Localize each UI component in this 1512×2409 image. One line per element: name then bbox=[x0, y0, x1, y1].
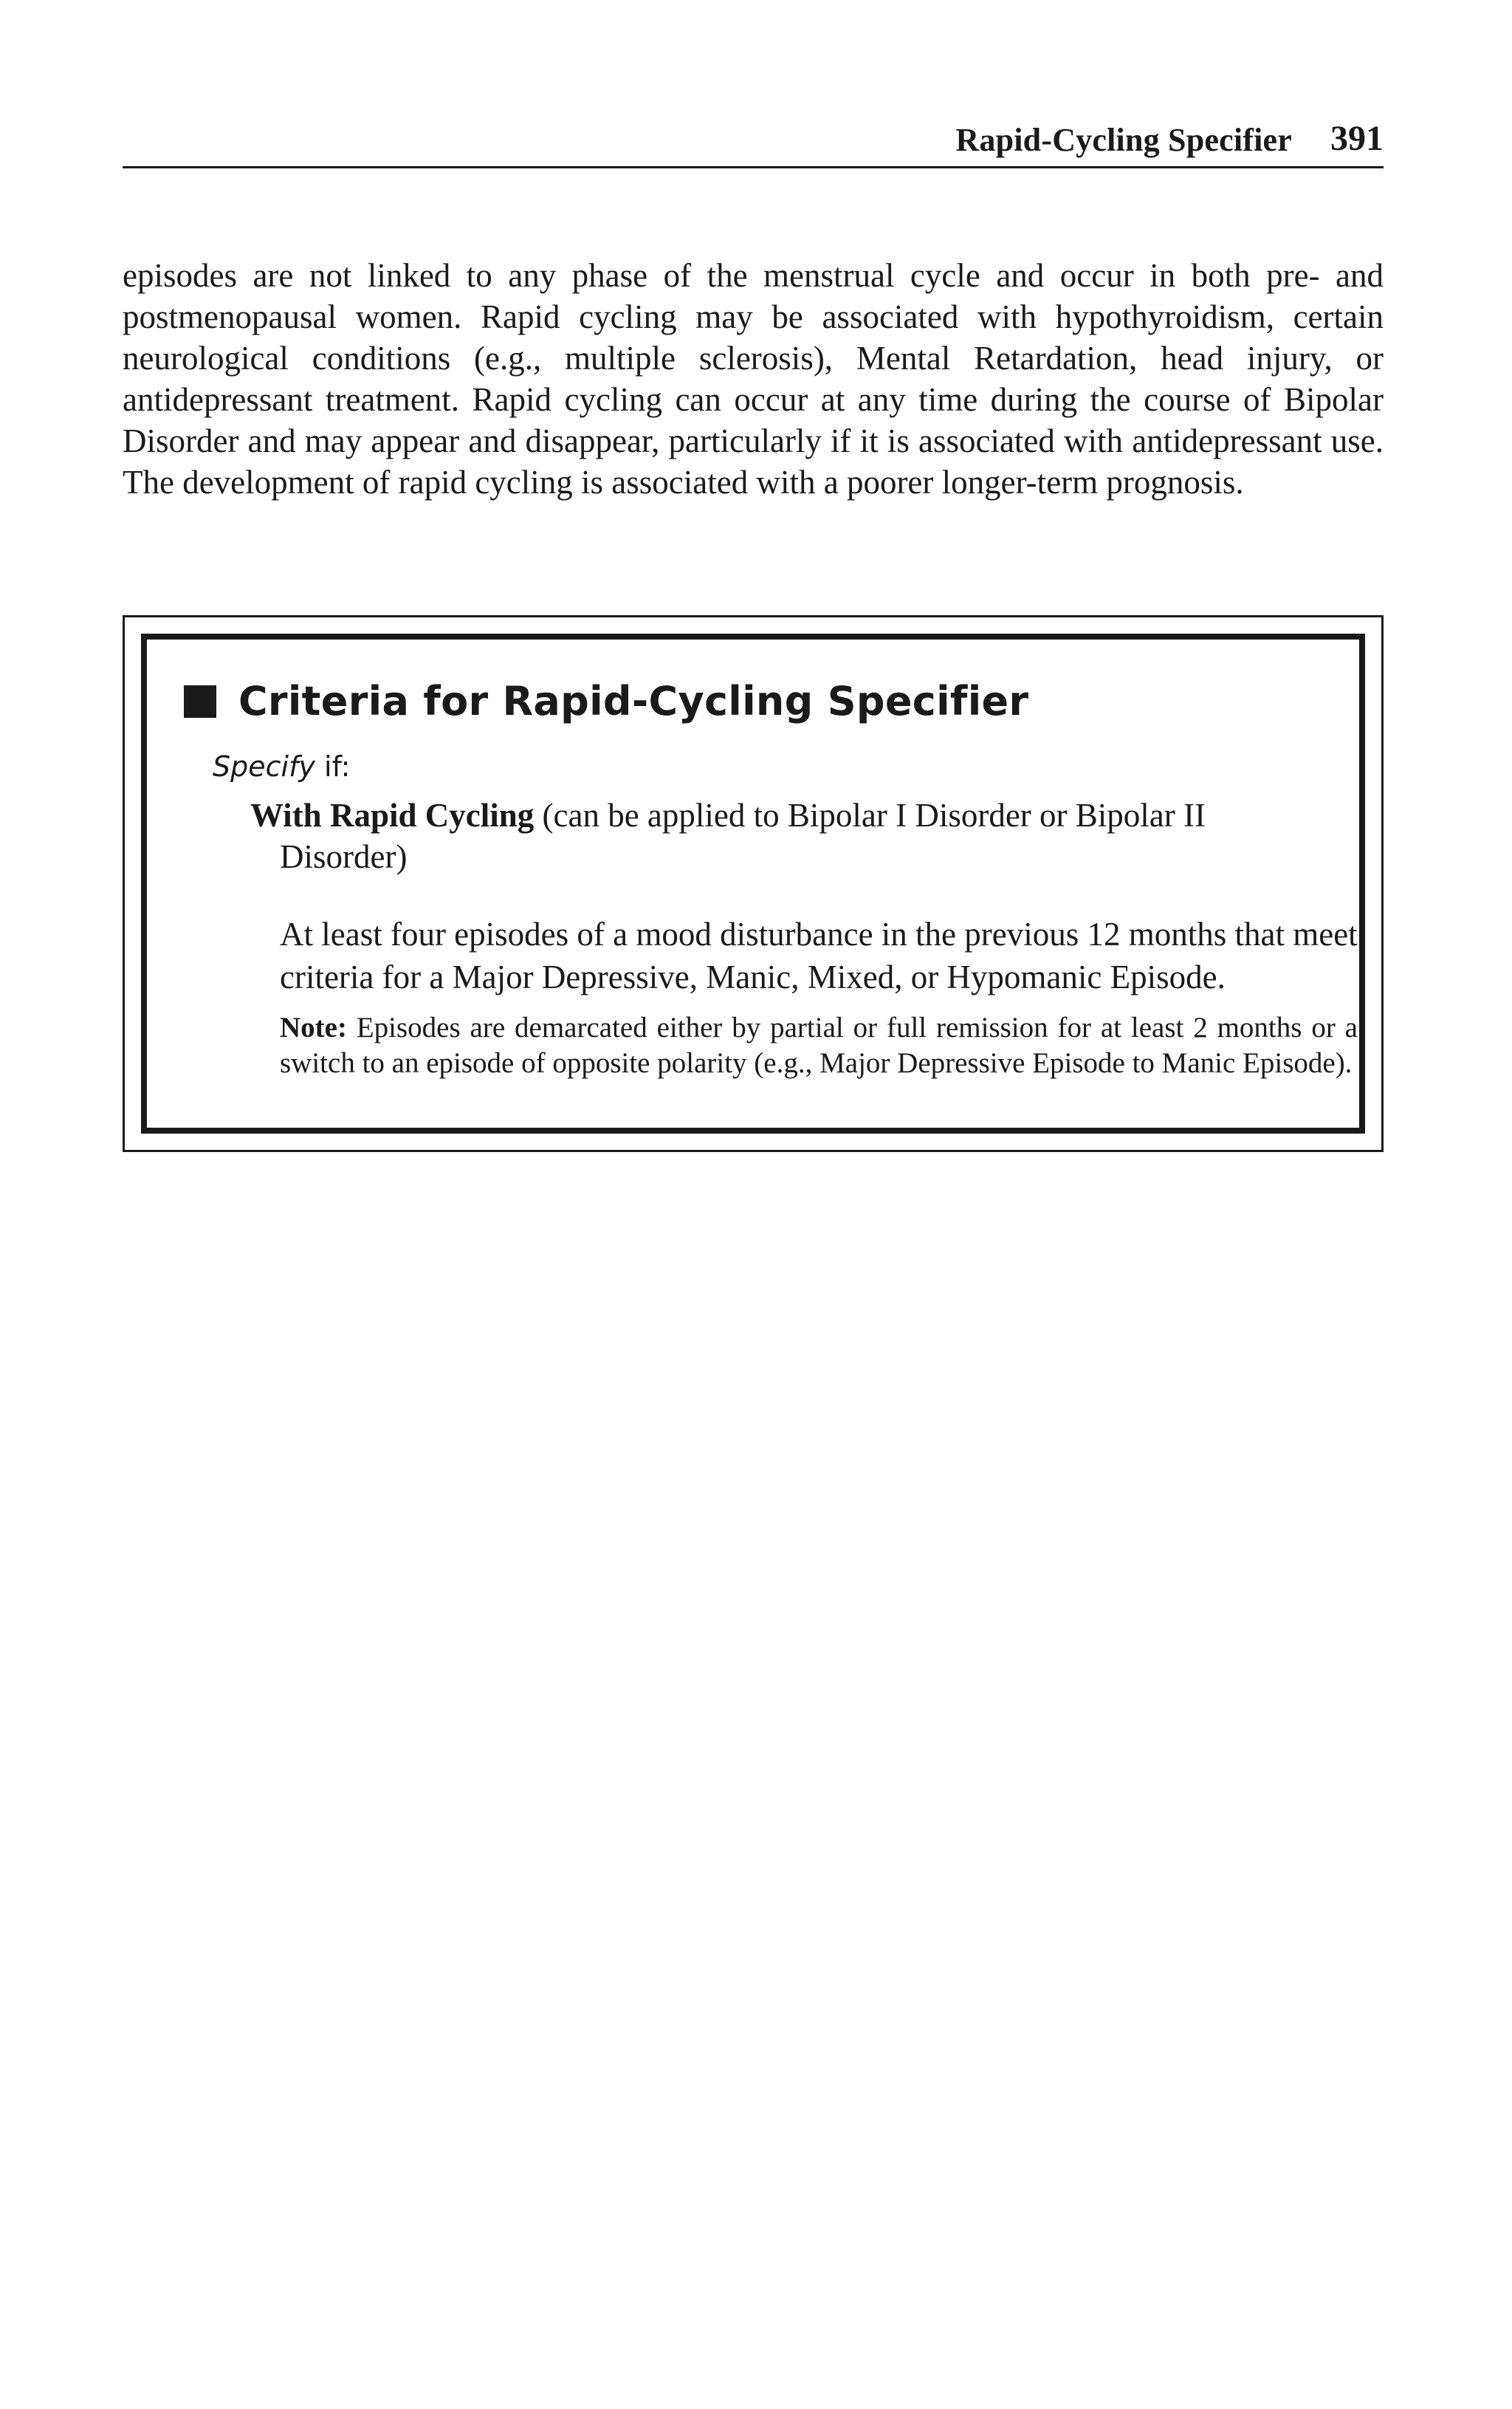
running-head-title: Rapid-Cycling Specifier bbox=[955, 122, 1292, 158]
page-number: 391 bbox=[1330, 119, 1384, 158]
square-bullet-icon bbox=[184, 685, 216, 718]
note-label: Note: bbox=[280, 1012, 347, 1044]
criteria-box-inner bbox=[141, 634, 1365, 1134]
criteria-title: Criteria for Rapid-Cycling Specifier bbox=[238, 678, 1029, 724]
note-text: Episodes are demarcated either by partial or full remission for at least 2 months or a switch to an episode of opposite polarity (e.g., Major Depressive Episode to Manic Episode). bbox=[280, 1012, 1358, 1079]
criteria-box bbox=[123, 615, 1384, 1152]
specifier-label: With Rapid Cycling bbox=[250, 797, 535, 834]
running-head bbox=[123, 109, 1384, 168]
note-paragraph bbox=[280, 1010, 1358, 1081]
specify-label: Specify bbox=[213, 750, 315, 783]
criteria-heading bbox=[184, 678, 1028, 724]
body-paragraph: episodes are not linked to any phase of the menstrual cycle and occur in both pre- and postmenopausal women. Rapid cycling may be associated with hypothyroidism, certain neurological conditions (e.g., multiple sclerosis), Mental Retardation, head injury, or antidepressant treatment. Rapid cycling can occur at any time during the course of Bipolar Disorder and may appear and disappear, particularly if it is associated with antidepressant use. The development of rapid cycling is associated with a poorer longer-term prognosis. bbox=[123, 257, 1384, 501]
specifier-item bbox=[250, 795, 1328, 877]
specify-suffix: if: bbox=[315, 750, 351, 783]
criterion-text: At least four episodes of a mood disturbance in the previous 12 months that meet criteria for a Major Depressive, Manic, Mixed, or Hypomanic Episode. bbox=[280, 916, 1358, 996]
specify-line bbox=[213, 750, 350, 783]
specifier-text: (can be applied to Bipolar I Disorder or Bipolar II Disorder) bbox=[280, 797, 1206, 875]
